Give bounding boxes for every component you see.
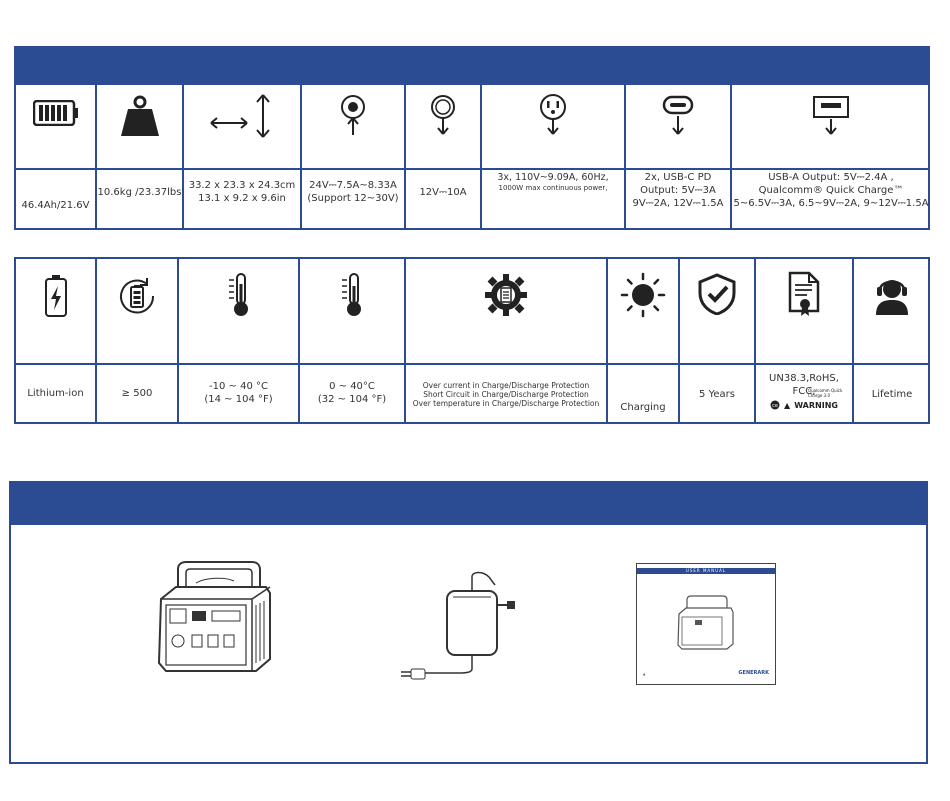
spec-dimensions [184, 85, 302, 228]
dc-input-icon [302, 93, 404, 137]
spec-text: Lifetime [871, 388, 913, 400]
spec-text: 24V⎓7.5A~8.33A (Support 12~30V) [307, 180, 399, 204]
spec-support [854, 259, 930, 422]
spec-usb-c [626, 85, 732, 228]
spec-charge-temp [179, 259, 300, 422]
box-contents-section [9, 481, 928, 764]
spec-text: USB-A Output: 5V⎓2.4A , Qualcomm® Quick Charge™ 5~6.5V⎓3A, 6.5~9V⎓2A, 9~12V⎓1.5A [733, 171, 929, 209]
power-station-image [156, 559, 272, 673]
spec-protection [406, 259, 608, 422]
spec-table-2 [14, 257, 930, 424]
cycle-battery-icon [97, 273, 177, 319]
spec-text: Charging [620, 401, 666, 413]
support-agent-icon [854, 271, 930, 317]
usb-a-icon [732, 93, 930, 137]
spec-text: Over current in Charge/Discharge Protection Short Circuit in Charge/Discharge Protection Over temperature in Charge/Discharge Protection [412, 380, 600, 408]
spec-text: -10 ~ 40 °C (14 ~ 104 °F) [204, 381, 273, 405]
gear-battery-icon [406, 271, 606, 319]
spec-text: 5 Years [699, 388, 735, 400]
spec-cycle-life [97, 259, 179, 422]
spec-certifications [756, 259, 854, 422]
spec-table-1 [14, 46, 930, 230]
ac-adapter-image [393, 569, 523, 681]
manual-product-image [677, 594, 735, 650]
spec-text: 12V⎓10A [419, 186, 467, 198]
thermometer-icon [300, 271, 404, 319]
spec-text: 46.4Ah/21.6V [21, 199, 90, 211]
sun-icon [608, 269, 678, 321]
manual-title: USER MANUAL [637, 568, 775, 574]
spec-subtext: 1000W max continuous power, [498, 183, 608, 192]
ce-icon [770, 400, 780, 410]
cert-badges [756, 400, 852, 410]
spec-text: 3x, 110V~9.09A, 60Hz, [497, 171, 609, 183]
spec-text: ≥ 500 [121, 387, 153, 399]
ac-outlet-icon [482, 93, 624, 137]
box-contents-header [11, 483, 926, 525]
spec-weight [97, 85, 184, 228]
spec-text: 33.2 x 23.3 x 24.3cm 13.1 x 9.2 x 9.6in [188, 180, 296, 204]
weight-icon [97, 93, 182, 139]
warning-label: WARNING [794, 400, 838, 410]
spec-battery-type [16, 259, 97, 422]
manual-brand: GENERARK [738, 670, 769, 676]
spec-text: 0 ~ 40°C (32 ~ 104 °F) [317, 381, 387, 405]
battery-icon [16, 95, 95, 131]
dimensions-icon [184, 91, 300, 141]
spec-battery-capacity [16, 85, 97, 228]
certificate-icon [756, 269, 852, 319]
svg-text:ce: ce [772, 403, 778, 409]
spec-text: UN38.3,RoHS, FCC, [769, 373, 839, 397]
spec-usb-a [732, 85, 930, 228]
shield-check-icon [680, 271, 754, 317]
spec-discharge-temp [300, 259, 406, 422]
manual-warning-icon: ▲ [643, 672, 646, 676]
warning-icon: ▲ [784, 400, 791, 410]
thermometer-icon [179, 271, 298, 319]
qc-logo: Qualcomm Quick Charge 3.0 [808, 388, 843, 398]
spec-ac-output [482, 85, 626, 228]
spec-car-output [406, 85, 482, 228]
spec-text: 2x, USB-C PD Output: 5V⎓3A 9V⎓2A, 12V⎓1.5A [632, 171, 724, 209]
spec-warranty [680, 259, 756, 422]
usb-c-icon [626, 93, 730, 137]
spec-text: Lithium-ion [27, 387, 84, 399]
user-manual-image [636, 563, 776, 685]
battery-charge-icon [16, 273, 95, 319]
spec-text: 10.6kg /23.37lbs [97, 186, 182, 198]
spec-table-1-header [16, 48, 928, 85]
spec-solar [608, 259, 680, 422]
car-output-icon [406, 93, 480, 137]
spec-dc-input [302, 85, 406, 228]
